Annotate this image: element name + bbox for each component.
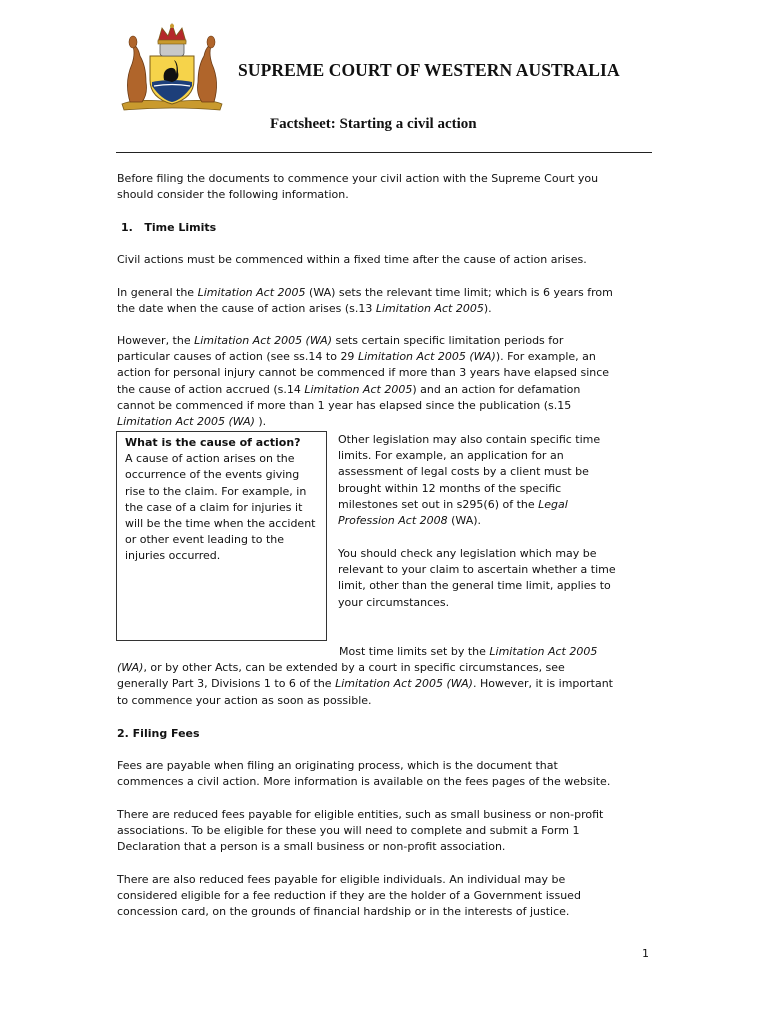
- page-title: Factsheet: Starting a civil action: [270, 116, 477, 132]
- coat-of-arms-icon: [116, 22, 228, 112]
- filing-fees-paragraph-3: There are also reduced fees payable for eligible individuals. An individual may be considered eligible for a fee reduction if they are the holder of a Government issued concession card, on the grounds of financial hardship or in the interests of justice.: [117, 873, 581, 919]
- filing-fees-paragraph-1: Fees are payable when filing an originating process, which is the document that commences a civil action. More information is available on the fees pages of the website.: [117, 759, 611, 789]
- time-limits-paragraph-1: Civil actions must be commenced within a fixed time after the cause of action arises.: [117, 253, 587, 266]
- time-limits-paragraph-2: In general the Limitation Act 2005 (WA) sets the relevant time limit; which is 6 years from the date when the cause of action arises (s.13 Limitation Act 2005).: [117, 286, 613, 316]
- cause-of-action-box: [116, 431, 327, 641]
- section-heading-filing-fees: 2. Filing Fees: [117, 727, 200, 740]
- cause-box-body: A cause of action arises on the occurrence of the events giving rise to the claim. For example, in the case of a claim for injuries it will be the time when the accident or other event leading to the injuries occurred.: [125, 452, 316, 563]
- header-divider: [116, 152, 652, 153]
- court-name: SUPREME COURT OF WESTERN AUSTRALIA: [238, 60, 620, 80]
- check-legislation-paragraph: You should check any legislation which may be relevant to your claim to ascertain whether a time limit, other than the general time limit, applies to your circumstances.: [338, 547, 616, 609]
- extension-paragraph: Most time limits set by the Limitation Act 2005 (WA), or by other Acts, can be extended by a court in specific circumstances, see generally Part 3, Divisions 1 to 6 of the Limitation Act 2005 (WA). However, it is important to commence your action as soon as possible.: [117, 645, 613, 707]
- section-number: 1.: [121, 221, 133, 234]
- page-number: 1: [642, 947, 649, 960]
- time-limits-paragraph-3: However, the Limitation Act 2005 (WA) sets certain specific limitation periods for particular causes of action (see ss.14 to 29 Limitation Act 2005 (WA)). For example, an action for personal injury cannot be commenced if more than 3 years have elapsed since the cause of action accrued (s.14 Limitation Act 2005) and an action for defamation cannot be commenced if more than 1 year has elapsed since the publication (s.15 Limitation Act 2005 (WA) ).: [117, 334, 610, 429]
- intro-paragraph: Before filing the documents to commence your civil action with the Supreme Court you should consider the following information.: [117, 172, 599, 202]
- other-legislation-paragraph: Other legislation may also contain specific time limits. For example, an application for an assessment of legal costs by a client must be brought within 12 months of the specific milestones set out in s295(6) of the Legal Profession Act 2008 (WA).: [338, 433, 601, 528]
- section-title: Time Limits: [144, 221, 217, 234]
- section-heading-time-limits: [121, 220, 216, 236]
- filing-fees-paragraph-2: There are reduced fees payable for eligible entities, such as small business or non-profit associations. To be eligible for these you will need to complete and submit a Form 1 Declaration that a person is a small business or non-profit association.: [117, 808, 604, 854]
- cause-box-title: What is the cause of action?: [125, 436, 301, 449]
